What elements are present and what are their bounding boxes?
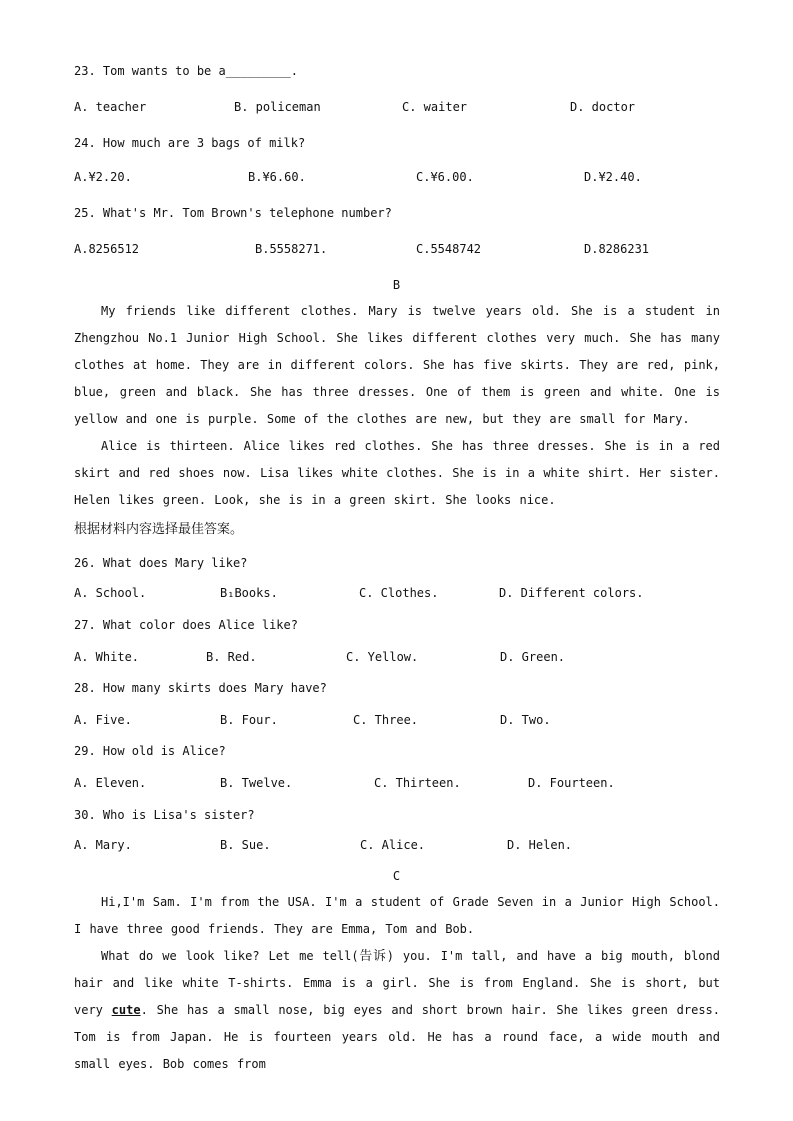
question-29-stem: 29. How old is Alice? — [74, 744, 226, 758]
question-23-option-b: B. policeman — [234, 100, 321, 114]
question-28-stem: 28. How many skirts does Mary have? — [74, 681, 327, 695]
question-28-option-c: C. Three. — [353, 713, 419, 727]
question-25-option-c: C.5548742 — [416, 242, 482, 256]
question-24-option-d: D.¥2.40. — [584, 170, 642, 184]
question-25-stem: 25. What's Mr. Tom Brown's telephone number? — [74, 206, 392, 220]
question-28-option-b: B. Four. — [220, 713, 278, 727]
question-26-stem: 26. What does Mary like? — [74, 556, 248, 570]
question-25-option-d: D.8286231 — [584, 242, 650, 256]
section-c-gloss: 告诉 — [358, 949, 387, 964]
question-28-option-d: D. Two. — [500, 713, 551, 727]
section-c-paragraph-2-part-a: What do we look like? Let me tell( — [101, 949, 359, 963]
question-23-stem: 23. Tom wants to be a_________. — [74, 64, 298, 78]
question-30-stem: 30. Who is Lisa's sister? — [74, 808, 255, 822]
question-24-option-b: B.¥6.60. — [248, 170, 306, 184]
question-27-option-a: A. White. — [74, 650, 140, 664]
question-30-option-a: A. Mary. — [74, 838, 132, 852]
question-27-stem: 27. What color does Alice like? — [74, 618, 298, 632]
section-c-paragraph-2-part-b: ) you. I'm tall, and have a big mouth, blond hair and like white T-shirts. Emma is a girl. She is from England. She is short, but very — [74, 949, 720, 1017]
section-c-paragraph-2-part-c: . She has a small nose, big eyes and short brown hair. She likes green dress. Tom is from Japan. He is fourteen years old. He has a round face, a wide mouth and small eyes. Bob comes from — [74, 1003, 721, 1071]
section-c-underlined-word: cute — [111, 1003, 141, 1017]
question-27-option-c: C. Yellow. — [346, 650, 419, 664]
question-29-option-b: B. Twelve. — [220, 776, 293, 790]
question-28-option-a: A. Five. — [74, 713, 132, 727]
section-c-heading: C — [392, 869, 401, 883]
question-26-option-c: C. Clothes. — [359, 586, 439, 600]
question-26-option-b: B₁Books. — [220, 586, 278, 600]
question-25-option-a: A.8256512 — [74, 242, 140, 256]
section-b-instruction: 根据材料内容选择最佳答案。 — [74, 522, 244, 537]
question-23-option-a: A. teacher — [74, 100, 147, 114]
question-29-option-d: D. Fourteen. — [528, 776, 615, 790]
question-24-stem: 24. How much are 3 bags of milk? — [74, 136, 306, 150]
section-b-paragraph-2: Alice is thirteen. Alice likes red clothes. She has three dresses. She is in a red skirt and red shoes now. Lisa likes white clothes. She is in a white shirt. Her sister. Helen likes green. Look, she is in a green skirt. She looks nice. — [74, 439, 720, 507]
question-29-option-c: C. Thirteen. — [374, 776, 461, 790]
question-27-option-d: D. Green. — [500, 650, 566, 664]
question-29-option-a: A. Eleven. — [74, 776, 147, 790]
question-30-option-d: D. Helen. — [507, 838, 573, 852]
question-30-option-b: B. Sue. — [220, 838, 271, 852]
question-25-option-b: B.5558271. — [255, 242, 328, 256]
section-c-paragraph-1: Hi,I'm Sam. I'm from the USA. I'm a student of Grade Seven in a Junior High School. I have three good friends. They are Emma, Tom and Bob. — [74, 895, 720, 936]
section-b-paragraph-1: My friends like different clothes. Mary is twelve years old. She is a student in Zhengzhou No.1 Junior High School. She likes different clothes very much. She has many clothes at home. They are in different colors. She has five skirts. They are red, pink, blue, green and black. She has three dresses. One of them is green and white. One is yellow and one is purple. Some of the clothes are new, but they are small for Mary. — [74, 304, 720, 426]
question-30-option-c: C. Alice. — [360, 838, 426, 852]
section-b-heading: B — [392, 278, 401, 292]
question-27-option-b: B. Red. — [206, 650, 257, 664]
question-26-option-d: D. Different colors. — [499, 586, 644, 600]
question-26-option-a: A. School. — [74, 586, 147, 600]
question-24-option-c: C.¥6.00. — [416, 170, 474, 184]
question-23-option-c: C. waiter — [402, 100, 468, 114]
question-24-option-a: A.¥2.20. — [74, 170, 132, 184]
question-23-option-d: D. doctor — [570, 100, 636, 114]
section-c-paragraph-2 — [74, 943, 720, 1078]
